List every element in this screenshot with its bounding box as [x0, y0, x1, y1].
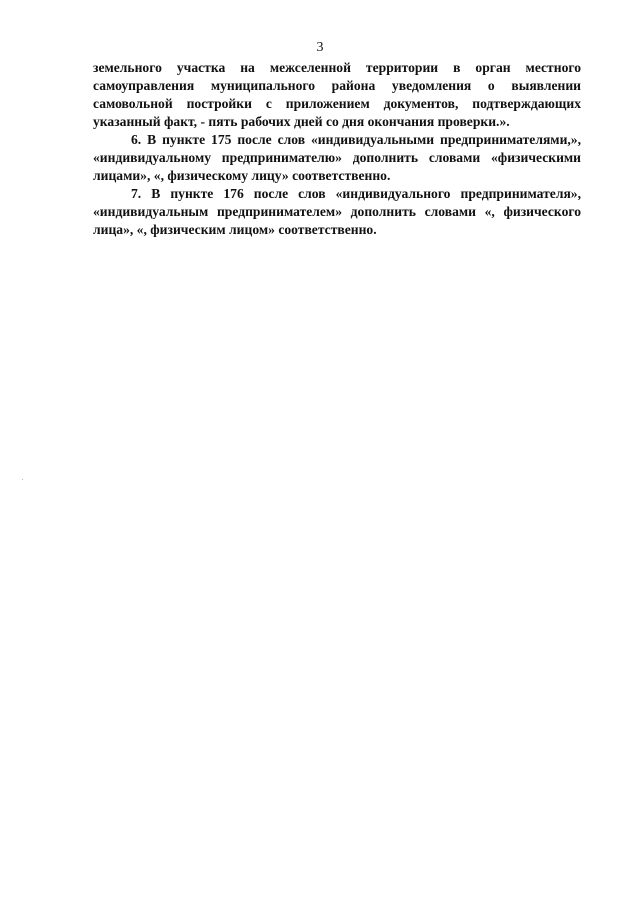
page-number: 3 — [316, 40, 324, 55]
scan-speck — [22, 479, 23, 480]
paragraph-item-7: 7. В пункте 176 после слов «индивидуального предпринимателя», «индивидуальным предпринимателем» дополнить словами «, физического лица», «, физическим лицом» соответственно. — [93, 186, 581, 237]
document-body — [93, 59, 581, 239]
paragraph-continuation: земельного участка на межселенной территории в орган местного самоуправления муниципального района уведомления о выявлении самовольной постройки с приложением документов, подтверждающих указанный факт, - пять рабочих дней со дня окончания проверки.». — [93, 60, 581, 129]
paragraph-item-6: 6. В пункте 175 после слов «индивидуальными предпринимателями,», «индивидуальному предпринимателю» дополнить словами «физическими лицами», «, физическому лицу» соответственно. — [93, 132, 581, 183]
